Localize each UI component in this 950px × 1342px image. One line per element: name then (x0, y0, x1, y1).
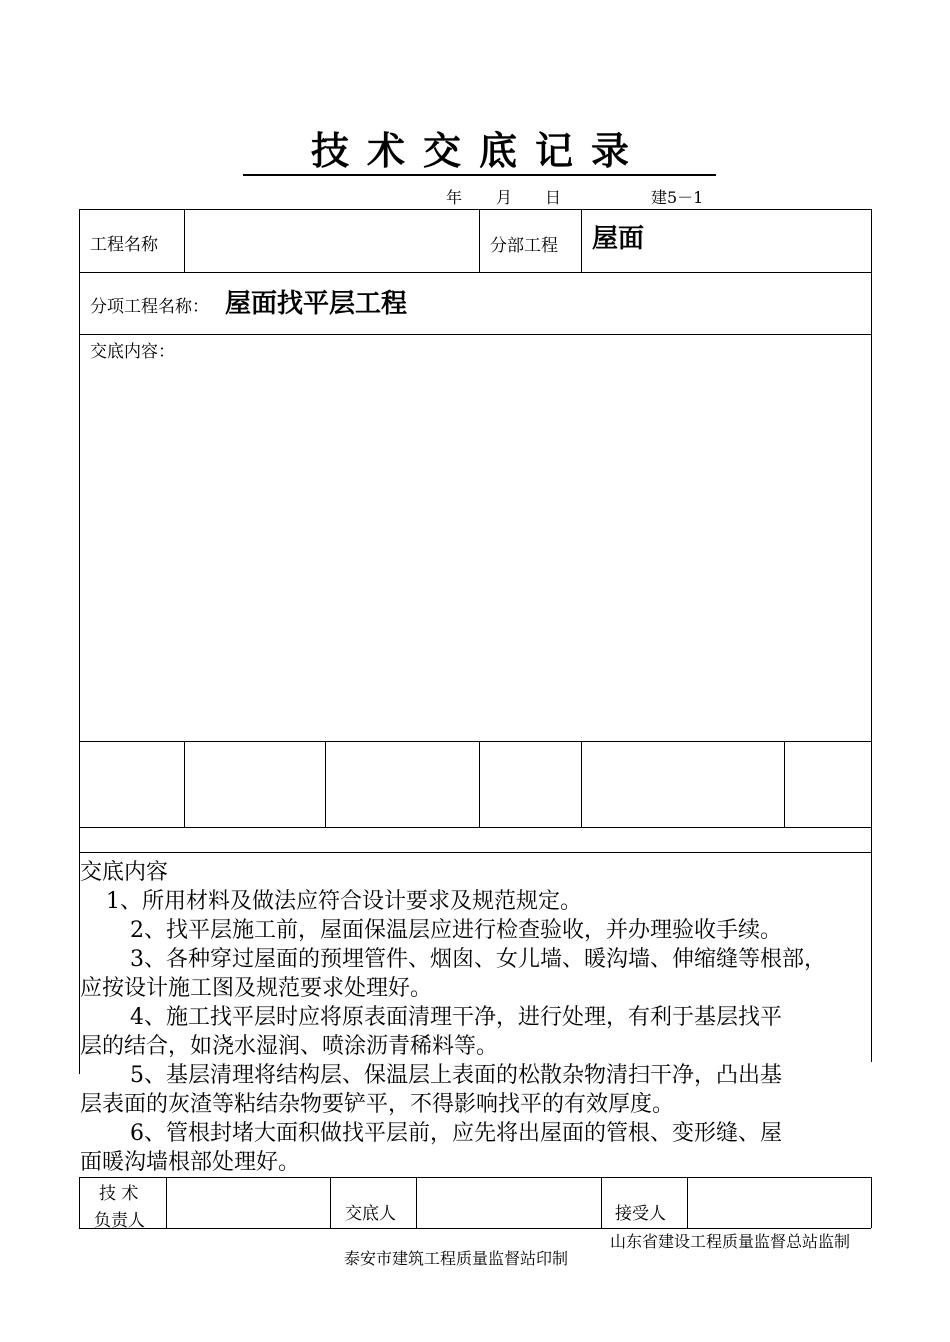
body-line: 2、找平层施工前，屋面保温层应进行检查验收，并办理验收手续。 (130, 918, 782, 943)
body-line: 6、管根封堵大面积做找平层前，应先将出屋面的管根、变形缝、屋 (130, 1121, 782, 1146)
division-label: 分部工程 (490, 236, 558, 256)
body-heading: 交底内容 (80, 860, 169, 885)
project-name-label: 工程名称 (90, 235, 158, 255)
body-line: 面暖沟墙根部处理好。 (80, 1150, 301, 1175)
tech-lead-label-line1: 技 术 (99, 1184, 139, 1204)
day-label: 日 (545, 188, 562, 207)
subitem-label: 分项工程名称： (90, 297, 209, 317)
form-code: 建5－1 (651, 188, 704, 207)
supervisor-note: 山东省建设工程质量监督总站监制 (610, 1232, 851, 1251)
title-underline (243, 174, 716, 176)
body-line: 5、基层清理将结构层、保温层上表面的松散杂物清扫干净，凸出基 (130, 1063, 782, 1088)
tech-lead-label-line2: 负责人 (94, 1211, 145, 1231)
printer-note: 泰安市建筑工程质量监督站印制 (344, 1249, 569, 1268)
month-label: 月 (496, 188, 513, 207)
body-line: 应按设计施工图及规范要求处理好。 (80, 976, 433, 1001)
body-line: 4、施工找平层时应将原表面清理干净，进行处理，有利于基层找平 (130, 1005, 782, 1030)
content-label: 交底内容： (90, 342, 175, 362)
body-line: 1、所用材料及做法应符合设计要求及规范规定。 (106, 889, 582, 914)
division-value: 屋面 (592, 224, 645, 254)
presenter-label: 交底人 (345, 1204, 396, 1224)
year-label: 年 (446, 188, 463, 207)
body-line: 层表面的灰渣等粘结杂物要铲平，不得影响找平的有效厚度。 (80, 1092, 675, 1117)
subitem-value: 屋面找平层工程 (225, 289, 408, 319)
document-title: 技术交底记录 (310, 128, 647, 173)
receiver-label: 接受人 (615, 1204, 666, 1224)
body-line: 3、各种穿过屋面的预埋管件、烟囱、女儿墙、暖沟墙、伸缩缝等根部， (130, 947, 826, 972)
body-line: 层的结合，如浇水湿润、喷涂沥青稀料等。 (80, 1034, 499, 1059)
